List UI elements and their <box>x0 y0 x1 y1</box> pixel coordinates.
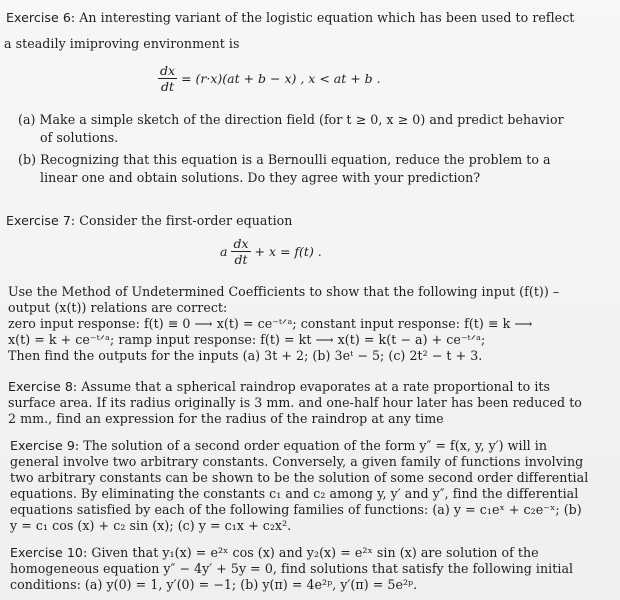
exercise-7-derivative <box>231 237 250 266</box>
exercise-10-text-1: : Given that y₁(x) = e²ˣ cos (x) and y₂(x) = e²ˣ sin (x) are solution of the <box>82 545 539 560</box>
exercise-6-part-b-1: (b) Recognizing that this equation is a Bernoulli equation, reduce the problem to a <box>18 152 551 167</box>
exercise-6-part-a-2: of solutions. <box>40 130 119 145</box>
exercise-6-heading: Exercise 6 <box>6 10 71 25</box>
exercise-7-eq-rhs: + x = f(t) . <box>254 244 322 259</box>
exercise-7-eq-coeff: a <box>220 244 228 259</box>
exercise-8-line-1 <box>8 379 550 395</box>
exercise-6-equation <box>158 64 381 93</box>
exercise-6-eq-denominator: dt <box>161 79 175 94</box>
exercise-8-line-3: 2 mm., find an expression for the radius of the raindrop at any time <box>8 411 444 426</box>
exercise-6-derivative <box>158 64 177 93</box>
exercise-6-line-2: a steadily imiproving environment is <box>4 36 240 51</box>
exercise-7-para-2: output (x(t)) relations are correct: <box>8 300 228 315</box>
exercise-8-line-2: surface area. If its radius originally is 3 mm. and one-half hour later has been reduced to <box>8 395 582 410</box>
exercise-6-text-1: : An interesting variant of the logistic equation which has been used to reflect <box>70 10 575 25</box>
exercise-10-line-3: conditions: (a) y(0) = 1, y′(0) = −1; (b) y(π) = 4e²ᵖ, y′(π) = 5e²ᵖ. <box>10 577 418 592</box>
exercise-6-eq-rhs: = (r·x)(at + b − x) , x < at + b . <box>181 71 381 86</box>
exercise-9-line-3: two arbitrary constants can be shown to be the solution of some second order differential <box>10 470 589 485</box>
exercise-7-heading: Exercise 7 <box>6 213 71 228</box>
exercise-6-part-a-1: (a) Make a simple sketch of the direction field (for t ≥ 0, x ≥ 0) and predict behavior <box>18 112 564 127</box>
exercise-10-line-2: homogeneous equation y″ − 4y′ + 5y = 0, find solutions that satisfy the following initial <box>10 561 574 576</box>
exercise-10-line-1 <box>10 545 539 561</box>
exercise-9-line-4: equations. By eliminating the constants c₁ and c₂ among y, y′ and y″, find the differential <box>10 486 579 501</box>
exercise-7-eq-denominator: dt <box>234 252 248 267</box>
exercise-7-equation <box>220 237 322 266</box>
exercise-10-heading: Exercise 10 <box>10 545 83 560</box>
exercise-7-para-1: Use the Method of Undetermined Coefficients to show that the following input (f(t)) – <box>8 284 560 299</box>
exercise-6-eq-numerator: dx <box>160 63 176 78</box>
exercise-9-heading: Exercise 9 <box>10 438 75 453</box>
exercise-7-eq-numerator: dx <box>233 236 249 251</box>
exercise-7-line-1 <box>6 213 292 229</box>
exercise-9-text-1: : The solution of a second order equation of the form y″ = f(x, y, y′) will in <box>74 438 548 453</box>
exercise-9-line-5: equations satisfied by each of the following families of functions: (a) y = c₁eˣ + c₂e⁻ˣ; (b) <box>10 502 582 517</box>
exercise-7-para-4: x(t) = k + ce⁻ᵗᐟᵃ; ramp input response: f(t) = kt ⟶ x(t) = k(t − a) + ce⁻ᵗᐟᵃ; <box>8 332 486 347</box>
exercise-9-line-6: y = c₁ cos (x) + c₂ sin (x); (c) y = c₁x + c₂x². <box>10 518 292 533</box>
exercise-6-part-b-2: linear one and obtain solutions. Do they agree with your prediction? <box>40 170 481 185</box>
exercise-9-line-2: general involve two arbitrary constants. Conversely, a given family of functions involving <box>10 454 584 469</box>
exercise-8-heading: Exercise 8 <box>8 379 73 394</box>
exercise-7-para-3: zero input response: f(t) ≡ 0 ⟶ x(t) = ce⁻ᵗᐟᵃ; constant input response: f(t) ≡ k ⟶ <box>8 316 533 331</box>
exercise-7-text-1: : Consider the first-order equation <box>70 213 293 228</box>
exercise-9-line-1 <box>10 438 547 454</box>
exercise-8-text-1: : Assume that a spherical raindrop evaporates at a rate proportional to its <box>72 379 551 394</box>
exercise-6-line-1 <box>6 10 574 26</box>
exercise-7-para-5: Then find the outputs for the inputs (a) 3t + 2; (b) 3eᵗ − 5; (c) 2t² − t + 3. <box>8 348 483 363</box>
